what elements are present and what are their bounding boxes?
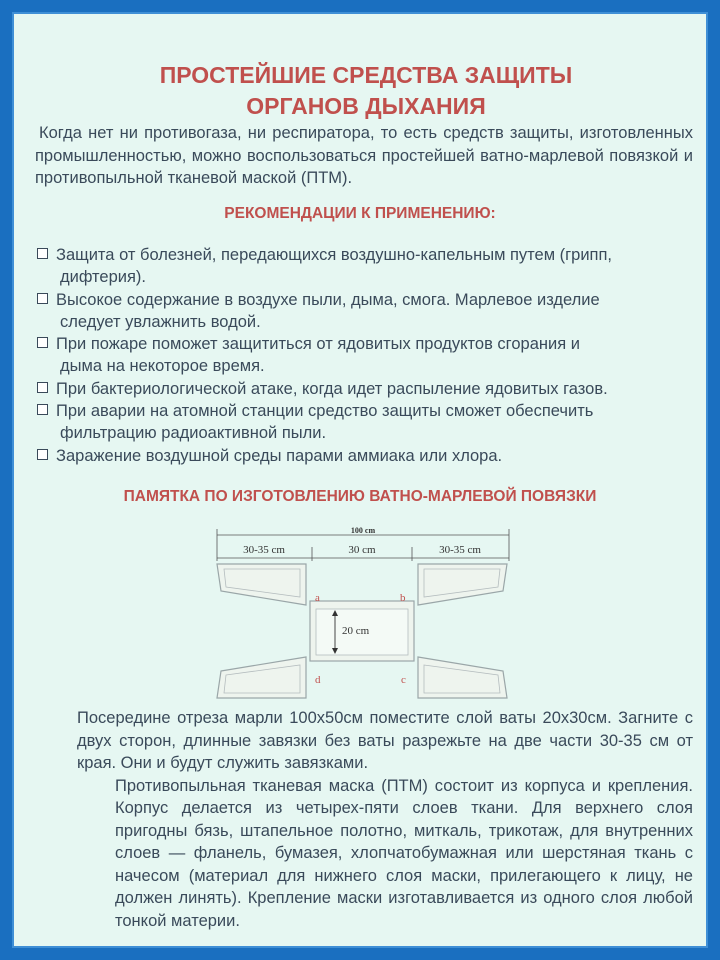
recommendations-heading: РЕКОМЕНДАЦИИ К ПРИМЕНЕНИЮ:: [224, 205, 496, 222]
list-item: [36, 400, 696, 445]
list-item-line-1: При аварии на атомной станции средство защиты сможет обеспечить: [56, 402, 594, 421]
intro-text: Когда нет ни противогаза, ни респиратора, то есть средств защиты, изготовленных промышленностью, можно воспользоваться простейшей ватно-марлевой повязкой и противопыльной тканевой маской (ПТМ).: [35, 124, 693, 187]
list-item-line-1: Защита от болезней, передающихся воздушно-капельным путем (грипп,: [56, 246, 613, 264]
intro-paragraph: [35, 122, 693, 190]
left-segment-label: 30-35 cm: [243, 544, 285, 556]
list-item-line-2: фильтрацию радиоактивной пыли.: [60, 424, 327, 443]
list-item: [36, 378, 696, 400]
list-item-line-1: Высокое содержание в воздухе пыли, дыма, смога. Марлевое изделие: [56, 290, 600, 309]
list-item-line-1: При бактериологической атаке, когда идет распыление ядовитых газов.: [56, 379, 608, 398]
height-label: 20 cm: [342, 625, 370, 637]
corner-b-label: b: [400, 592, 406, 604]
right-segment-label: 30-35 cm: [439, 544, 481, 556]
bandage-diagram: [202, 517, 522, 707]
poster: [12, 12, 708, 948]
instructions-paragraph-1: Посередине отреза марли 100х50см поместите слой ваты 20х30см. Загните с двух сторон, длинные завязки без ваты разрежьте на две части 30-35 см от края. Они и будут служить завязками.: [77, 709, 693, 772]
instructions-text: [35, 707, 693, 932]
left-upper-tie: [217, 564, 306, 605]
list-item: [36, 289, 696, 334]
page-title: [0, 60, 720, 122]
list-item-line-2: дыма на некоторое время.: [60, 357, 265, 376]
list-item-line-1: Заражение воздушной среды парами аммиака или хлора.: [56, 446, 503, 465]
corner-a-label: a: [315, 592, 320, 604]
left-lower-tie: [217, 657, 306, 698]
right-upper-tie: [418, 564, 507, 605]
title-line-1: ПРОСТЕЙШИЕ СРЕДСТВА ЗАЩИТЫ: [159, 62, 573, 88]
list-item-line-2: следует увлажнить водой.: [60, 312, 261, 331]
checkbox-bullet-icon: [37, 248, 48, 259]
list-item-line-2: дифтерия).: [60, 268, 147, 287]
checkbox-bullet-icon: [37, 382, 48, 393]
title-line-2: ОРГАНОВ ДЫХАНИЯ: [246, 93, 486, 119]
memo-heading: ПАМЯТКА ПО ИЗГОТОВЛЕНИЮ ВАТНО-МАРЛЕВОЙ ПОВЯЗКИ: [123, 488, 597, 505]
list-item: [36, 244, 696, 289]
checkbox-bullet-icon: [37, 449, 48, 460]
list-item: [36, 445, 696, 467]
corner-c-label: c: [401, 674, 406, 686]
checkbox-bullet-icon: [37, 404, 48, 415]
recommendations-list: [36, 244, 696, 467]
instructions-paragraph-2: Противопыльная тканевая маска (ПТМ) состоит из корпуса и крепления. Корпус делается из четырех-пяти слоев ткани. Для верхнего слоя пригодны бязь, штапельное полотно, миткаль, трикотаж, для внутренних слоев — фланель, бумазея, хлопчатобумажная или шерстяная ткань с начесом (материал для нижнего слоя маски, прилегающего к лицу, не должен линять). Крепление маски изготавливается из одного слоя любой тонкой материи.: [115, 776, 693, 930]
list-item-line-1: При пожаре поможет защититься от ядовитых продуктов сгорания и: [56, 335, 580, 354]
checkbox-bullet-icon: [37, 293, 48, 304]
middle-segment-label: 30 cm: [348, 544, 376, 556]
right-lower-tie: [418, 657, 507, 698]
corner-d-label: d: [315, 674, 321, 686]
list-item: [36, 333, 696, 378]
total-length-label: 100 cm: [350, 526, 376, 535]
checkbox-bullet-icon: [37, 337, 48, 348]
